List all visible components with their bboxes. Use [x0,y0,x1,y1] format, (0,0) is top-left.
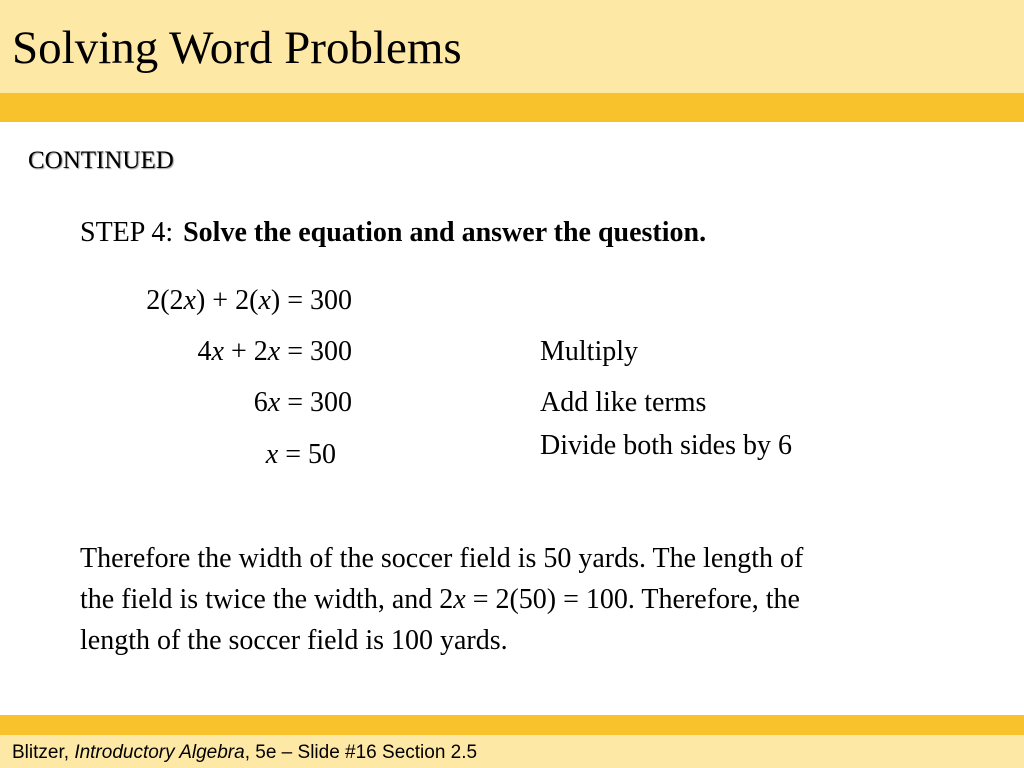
variable-x: x [453,584,466,615]
equation-line-2: 4x + 2x = 300 [197,336,352,367]
variable-x: x [258,285,271,316]
variable-x: x [267,336,281,367]
variable-x: x [211,336,224,367]
slide-title: Solving Word Problems [12,22,462,74]
variable-x: x [265,439,279,470]
equation-line-1: 2(2x) + 2(x) = 300 [146,285,352,316]
title-divider-bar [0,93,1024,122]
footer-citation: Blitzer, Introductory Algebra, 5e – Slide #16 Section 2.5 [12,742,478,763]
conclusion-line-1: Therefore the width of the soccer field is 50 yards. The length of [80,543,804,574]
reason-multiply: Multiply [540,336,639,367]
continued-label: CONTINUED [28,147,174,174]
equation-line-4: x = 50 [265,439,336,470]
footer-divider-bar [0,715,1024,735]
conclusion-paragraph [80,538,980,661]
step-number: STEP 4: [80,217,174,248]
variable-x: x [183,285,196,316]
title-band [0,0,1024,93]
step-heading [80,215,706,251]
book-title: Introductory Algebra [74,742,245,763]
equation-line-3: 6x = 300 [253,387,352,418]
conclusion-line-2: the field is twice the width, and 2x = 2(50) = 100. Therefore, the [80,584,800,615]
variable-x: x [267,387,281,418]
step-instruction: Solve the equation and answer the question. [183,217,707,248]
reason-divide: Divide both sides by 6 [540,430,792,461]
conclusion-line-3: length of the soccer field is 100 yards. [80,625,508,656]
reason-add-like-terms: Add like terms [540,387,707,418]
